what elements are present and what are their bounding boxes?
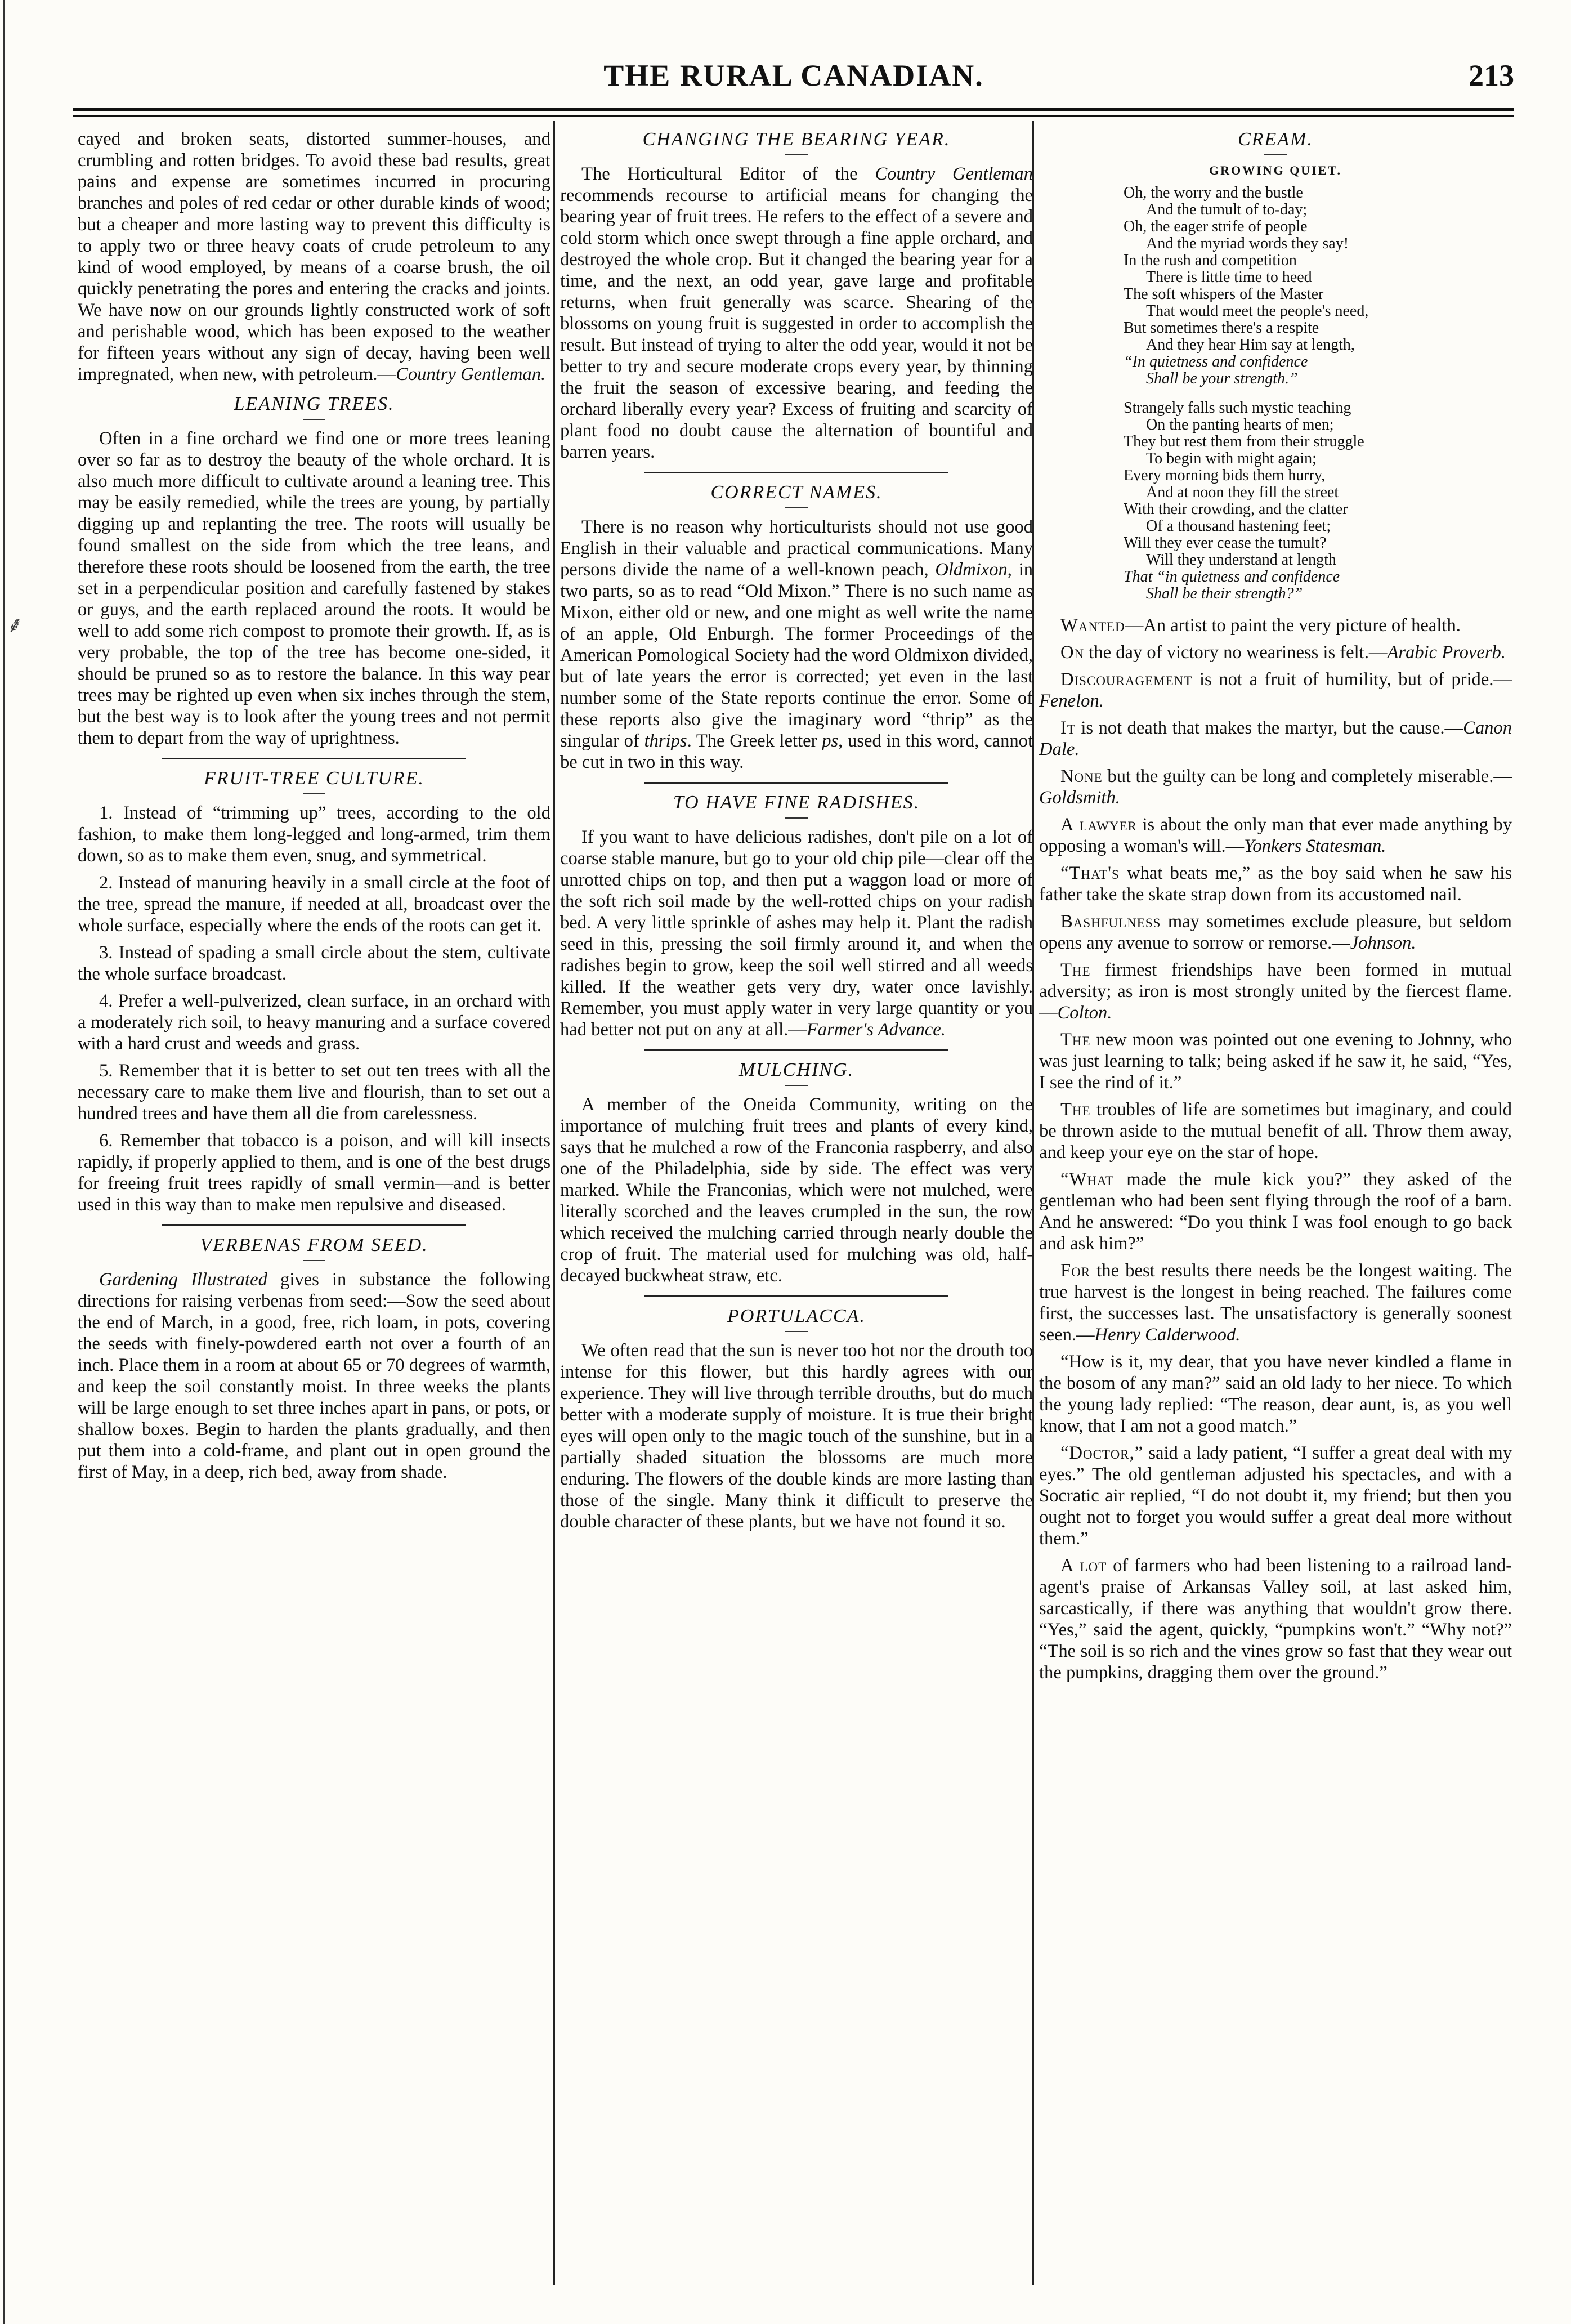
article-title: VERBENAS FROM SEED.	[200, 1235, 428, 1255]
section-rule	[644, 1295, 948, 1297]
citation: Canon Dale.	[1039, 718, 1512, 759]
list-item: 2. Instead of manuring heavily in a small circle at the foot of the tree, spread the manure, if needed at all, broadcast over the whole surface, especially where the ends of the roots can get it.	[78, 873, 550, 936]
text-run: , in two parts, so as to read “Old Mixon.” There is no such name as Mixon, either old or new, and one might as well write the name of an apple, Old Enburgh. The former Proceedings of the American Pomological Society had the word Oldmixon divided, but of late years the error is corrected; yet even in the last number some of the State reports continue the error. Some of these reports also give the imaginary word “thrip” as the singular of	[560, 560, 1033, 751]
poem-line: Will they understand at length	[1146, 551, 1336, 569]
item-text: said a lady patient, “I suffer a great deal with my eyes.” The old gentleman adjusted his spectacles, and with a Socratic air replied, “I do not doubt it, my friend; but then you ought not to forget you would suffer a great deal more without them.”	[1039, 1443, 1512, 1549]
title-separator	[785, 1331, 808, 1332]
page-number: 213	[1469, 59, 1514, 92]
item-text: is about the only man that ever made anything by opposing a woman's will.—	[1039, 815, 1512, 856]
column-2	[556, 128, 1037, 2279]
poem-line: Strangely falls such mystic teaching	[1124, 399, 1351, 417]
section-rule	[644, 472, 948, 473]
miscellany-item	[1039, 1029, 1512, 1093]
item-text: may sometimes exclude pleasure, but seldom opens any avenue to sorrow or remorse.—	[1039, 911, 1512, 953]
title-separator	[303, 1260, 325, 1261]
text-run: , used in this word, cannot be cut in two in this way.	[560, 731, 1033, 772]
poem-line: That would meet the people's need,	[1146, 302, 1369, 320]
lead-word: A lot	[1060, 1556, 1107, 1576]
item-text: “How is it, my dear, that you have never kindled a flame in the bosom of any man?” said an old lady to her niece. To which the young lady replied: “The reason, dear aunt, is, as you well know, that I am not a good match.”	[1039, 1352, 1512, 1436]
header-rule-thick	[73, 108, 1514, 111]
citation: Johnson.	[1350, 933, 1416, 953]
poem-line: Of a thousand hastening feet;	[1146, 517, 1331, 535]
title-separator	[303, 419, 325, 420]
citation: Yonkers Statesman.	[1244, 836, 1386, 856]
item-text: but the guilty can be long and completely miserable.—	[1102, 766, 1512, 786]
column-3	[1035, 128, 1516, 2279]
lead-word: Wanted	[1060, 615, 1125, 636]
lead-word: “Doctor,”	[1060, 1443, 1144, 1463]
miscellany-item	[1039, 642, 1512, 663]
article-title: CORRECT NAMES.	[710, 482, 883, 503]
miscellany-item	[1039, 766, 1512, 808]
text-run: recommends recourse to artificial means for changing the bearing year of fruit trees. He refers to the effect of a severe and cold storm which once swept through a fine apple orchard, and destroyed the whole crop. But it changed the bearing year for a time, and the next, an odd year, gave large and profitable returns, when fruit generally was scarce. Shearing of the blossoms on young fruit is suggested in order to accomplish the result. But instead of trying to alter the odd year, would it not be better to try and secure moderate crops every year, by thinning the fruit the season of excessive bearing, and feeding the orchard liberally every year? Excess of fruiting and scarcity of plant food no doubt cause the alternation of bountiful and barren years.	[560, 185, 1033, 462]
poem-title: GROWING QUIET.	[1209, 163, 1342, 177]
poem-line: To begin with might again;	[1146, 450, 1317, 467]
poem-line: Oh, the eager strife of people	[1124, 218, 1308, 235]
text-run: If you want to have delicious radishes, don't pile on a lot of coarse stable manure, but go to your old chip pile—clear off the unrotted chips on top, and then put a waggon load or more of the soft rich soil made by the well-rotted chips on your radish bed. A very little sprinkle of ashes may help it. Plant the radish seed in this, pressing the soil firmly around it, and when the radishes begin to grow, keep the soil well stirred and all weeds killed. If the weather gets very dry, water once lavishly. Remember, you must apply water in very large quantity or you had better not put on any at all.—	[560, 827, 1033, 1040]
source-name: Gardening Illustrated	[99, 1270, 267, 1290]
item-text: the best results there needs be the longest waiting. The true harvest is the longest in being reached. The failures come first, the successes last. The unsatisfactory is generally soonest seen.—	[1039, 1261, 1512, 1345]
poem-line: In the rush and competition	[1124, 252, 1297, 269]
article-text	[560, 826, 1033, 1040]
article-text	[560, 516, 1033, 773]
margin-mark-icon: ⸙	[7, 612, 24, 637]
section-rule	[162, 1224, 466, 1226]
miscellany-item	[1039, 1555, 1512, 1683]
miscellany-item	[1039, 669, 1512, 712]
section-rule	[162, 758, 466, 759]
masthead: THE RURAL CANADIAN.	[603, 59, 984, 92]
miscellany-item	[1039, 1099, 1512, 1163]
miscellany-item	[1039, 862, 1512, 905]
article-text	[560, 163, 1033, 463]
article-title: MULCHING.	[738, 1060, 854, 1080]
poem-line: With their crowding, and the clatter	[1124, 500, 1348, 518]
article-title: CHANGING THE BEARING YEAR.	[642, 129, 951, 150]
article-title: LEANING TREES.	[234, 394, 395, 414]
list-item: 6. Remember that tobacco is a poison, and will kill insects rapidly, if properly applied to them, and is one of the best drugs for freeing fruit trees rapidly of small vermin—and is better used in this way than to make men repulsive and diseased.	[78, 1130, 550, 1215]
text-run: . The Greek letter	[687, 731, 822, 751]
citation: Farmer's Advance.	[806, 1020, 946, 1040]
text-run: There is no reason why horticulturists should not use good English in their valuable and practical communications. Many persons divide the name of a well-known peach,	[560, 517, 1033, 580]
lead-word: The	[1060, 1100, 1091, 1120]
miscellany-item	[1039, 615, 1512, 636]
lead-word: It	[1060, 718, 1076, 738]
italic-run: thrips	[644, 731, 687, 751]
poem-stanza	[1124, 400, 1512, 602]
miscellany-item	[1039, 717, 1512, 760]
section-rule	[644, 782, 948, 784]
lead-word: None	[1060, 766, 1103, 786]
list-item: 3. Instead of spading a small circle about the stem, cultivate the whole surface broadcast.	[78, 942, 550, 984]
title-separator	[1264, 154, 1287, 155]
citation: Colton.	[1057, 1003, 1112, 1023]
header-rule-thin	[73, 115, 1514, 117]
citation: Goldsmith.	[1039, 788, 1120, 808]
poem-line: And at noon they fill the street	[1146, 484, 1339, 501]
item-text: troubles of life are sometimes but imaginary, and could be thrown aside to the mutual benefit of all. Throw them away, and keep your eye on the star of hope.	[1039, 1100, 1512, 1163]
lead-word: The	[1060, 1030, 1091, 1050]
page-header	[73, 53, 1514, 107]
lead-word: A lawyer	[1060, 815, 1137, 835]
poem-line: That “in quietness and confidence	[1124, 568, 1340, 586]
poem-line: On the panting hearts of men;	[1146, 416, 1334, 433]
title-separator	[303, 793, 325, 794]
miscellany-item	[1039, 1260, 1512, 1346]
article-title: FRUIT-TREE CULTURE.	[204, 768, 424, 789]
italic-run: ps	[822, 731, 839, 751]
title-separator	[785, 817, 808, 819]
article-continuation	[78, 128, 550, 385]
title-separator	[785, 507, 808, 508]
lead-word: For	[1060, 1261, 1091, 1281]
poem-line: Shall be your strength.”	[1146, 370, 1298, 387]
poem-line: And the tumult of to-day;	[1146, 201, 1308, 218]
miscellany-item	[1039, 814, 1512, 857]
lead-word: “What	[1060, 1169, 1114, 1190]
poem-line: Every morning bids them hurry,	[1124, 467, 1326, 484]
article-title: PORTULACCA.	[727, 1306, 866, 1326]
poem-line: And the myriad words they say!	[1146, 235, 1349, 252]
item-text: what beats me,” as the boy said when he saw his father take the skate strap down from its accustomed nail.	[1039, 863, 1512, 905]
item-text: made the mule kick you?” they asked of the gentleman who had been sent flying through the roof of a barn. And he answered: “Do you think I was fool enough to go back and ask him?”	[1039, 1169, 1512, 1254]
lead-word: “That's	[1060, 863, 1120, 883]
title-separator	[785, 154, 808, 155]
article-text: cayed and broken seats, distorted summer-houses, and crumbling and rotten bridges. To avoid these bad results, great pains and expense are sometimes incurred in procuring branches and poles of red cedar or other durable kinds of wood; but a cheaper and more lasting way to prevent this difficulty is to apply two or three heavy coats of crude petroleum to any kind of wood employed, by means of a coarse brush, the oil quickly penetrating the pores and entering the cracks and joints. We have now on our grounds lightly constructed work of soft and perishable wood, which has been exposed to the weather for fifteen years without any sign of decay, having been well impregnated, when new, with petroleum.—	[78, 129, 550, 385]
article-title: CREAM.	[1238, 129, 1313, 150]
article-text-body: gives in substance the following directions for raising verbenas from seed:—Sow the seed about the end of March, in a good, free, rich loam, in pots, covering the seeds with finely-powdered earth not over a fourth of an inch. Place them in a room at about 65 or 70 degrees of warmth, and keep the soil constantly moist. In three weeks the plants will be large enough to set three inches apart in pans, or pots, or shallow boxes. Begin to harden the plants gradually, and then put them into a cold-frame, and plant out in open ground the first of May, in a deep, rich bed, away from shade.	[78, 1270, 550, 1482]
citation: Fenelon.	[1039, 691, 1104, 711]
poem-line: There is little time to heed	[1146, 269, 1312, 286]
article-text: A member of the Oneida Community, writing on the importance of mulching fruit trees and plants of every kind, says that he mulched a row of the Franconia raspberry, and also one of the Philadelphia, side by side. The effect was very marked. While the Franconias, which were not mulched, were literally scorched and the leaves crumpled in the sun, the row which received the mulching carried through nearly double the crop of fruit. The material used for mulching was old, half-decayed buckwheat straw, etc.	[560, 1094, 1033, 1286]
binding-edge	[3, 0, 5, 2324]
poem-line: Oh, the worry and the bustle	[1124, 184, 1303, 202]
poem-stanza	[1124, 185, 1512, 387]
miscellany-item	[1039, 1169, 1512, 1254]
italic-run: Oldmixon	[935, 560, 1008, 580]
list-item: 1. Instead of “trimming up” trees, according to the old fashion, to make them long-legged and long-armed, trim them down, so as to make them even, snug, and symmetrical.	[78, 803, 550, 866]
lead-word: The	[1060, 960, 1091, 980]
item-text: is not death that makes the martyr, but the cause.—	[1075, 718, 1463, 738]
miscellany-item	[1039, 1351, 1512, 1437]
item-text: firmest friendships have been formed in mutual adversity; as iron is most strongly united by the fiercest flame.—	[1039, 960, 1512, 1023]
item-text: new moon was pointed out one evening to Johnny, who was just learning to talk; being asked if he saw it, he said, “Yes, I see the rind of it.”	[1039, 1030, 1512, 1093]
miscellany-item	[1039, 911, 1512, 954]
poem-line: Will they ever cease the tumult?	[1124, 534, 1327, 552]
poem-line: But sometimes there's a respite	[1124, 319, 1319, 337]
item-text: —An artist to paint the very picture of health.	[1125, 615, 1461, 636]
text-run: The Horticultural Editor of the	[581, 164, 875, 184]
item-text: is not a fruit of humility, but of pride.—	[1192, 669, 1512, 690]
miscellany-item	[1039, 959, 1512, 1024]
lead-word: Bashfulness	[1060, 911, 1161, 932]
poem-line: “In quietness and confidence	[1124, 353, 1308, 370]
list-item: 4. Prefer a well-pulverized, clean surface, in an orchard with a moderately rich soil, to heavy manuring and a surface covered with a hard crust and weeds and grass.	[78, 991, 550, 1054]
numbered-list	[78, 802, 550, 1215]
list-item: 5. Remember that it is better to set out ten trees with all the necessary care to make them live and flourish, than to set out a hundred trees and have them all die from carelessness.	[78, 1061, 550, 1124]
article-title: TO HAVE FINE RADISHES.	[673, 792, 920, 813]
item-text: of farmers who had been listening to a railroad land-agent's praise of Arkansas Valley soil, at last asked him, sarcastically, if there was anything that wouldn't grow there. “Yes,” said the agent, quickly, “pumpkins won't.” “Why not?” “The soil is so rich and the vines grow so fast that they wear out the pumpkins, dragging them over the ground.”	[1039, 1556, 1512, 1683]
poem-line: They but rest them from their struggle	[1124, 433, 1364, 450]
poem-line: And they hear Him say at length,	[1146, 336, 1355, 354]
section-rule	[644, 1049, 948, 1051]
column-1	[73, 128, 555, 2279]
citation: Arabic Proverb.	[1387, 642, 1506, 663]
miscellany-items	[1039, 615, 1512, 1683]
item-text: the day of victory no weariness is felt.—	[1084, 642, 1388, 663]
citation: Henry Calderwood.	[1094, 1325, 1241, 1345]
citation: Country Gentleman.	[396, 364, 546, 385]
miscellany-item	[1039, 1442, 1512, 1549]
lead-word: Discouragement	[1060, 669, 1193, 690]
lead-word: On	[1060, 642, 1085, 663]
article-text: Often in a fine orchard we find one or more trees leaning over so far as to destroy the beauty of the whole orchard. It is also much more difficult to cultivate around a leaning tree. This may be easily remedied, while the trees are young, by partially digging up and replanting the tree. The roots will usually be found smallest on the side from which the tree leans, and therefore these roots should be loosened from the earth, the tree set in a perpendicular position and carefully fastened by stakes or guys, and the earth replaced around the roots. It would be well to add some rich compost to promote their growth. If, as is very probable, the top of the tree has become one-sided, it should be pruned so as to restore the balance. In this way pear trees may be righted up even when six inches through the stem, but the best way is to look after the young trees and not permit them to depart from the way of uprightness.	[78, 428, 550, 748]
article-text	[78, 1269, 550, 1483]
source-name: Country Gentleman	[875, 164, 1033, 184]
poem-line: Shall be their strength?”	[1146, 585, 1303, 602]
title-separator	[785, 1085, 808, 1086]
poem-line: The soft whispers of the Master	[1124, 285, 1324, 303]
article-text: We often read that the sun is never too hot nor the drouth too intense for this flower, but this hardly agrees with our experience. They will live through terrible drouths, but do much better with a moderate supply of moisture. It is true their bright eyes will open only to the magic touch of the sunshine, but in a partially shaded situation the blossoms are much more enduring. The flowers of the double kinds are more lasting than those of the single. Many think it difficult to preserve the double character of these plants, but we have not found it so.	[560, 1340, 1033, 1532]
